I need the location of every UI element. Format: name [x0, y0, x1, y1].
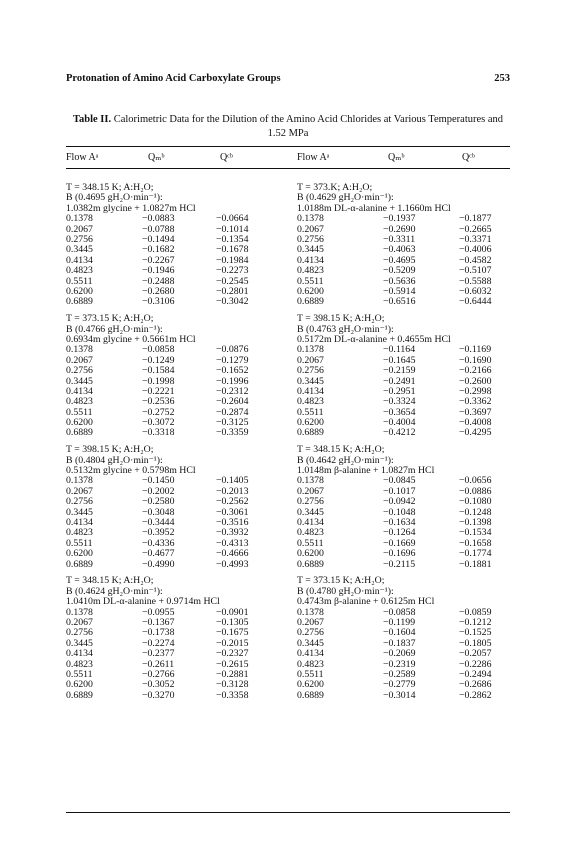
block-condition-line: T = 398.15 K; A:H₂O;: [297, 313, 385, 325]
qm-cell: −0.3052: [142, 679, 175, 691]
qc-cell: −0.3362: [459, 396, 492, 408]
qm-cell: −0.3318: [142, 427, 175, 439]
block-condition-line: B (0.4766 gH₂O·min⁻¹):: [66, 323, 163, 335]
qc-cell: −0.1248: [459, 506, 492, 518]
page-header: [66, 73, 510, 87]
qc-cell: −0.5107: [459, 265, 492, 277]
qc-cell: −0.0886: [459, 485, 492, 497]
qm-cell: −0.1696: [383, 548, 416, 560]
block-condition-line: 1.0382m glycine + 1.0827m HCl: [66, 202, 196, 214]
qc-cell: −0.1014: [216, 223, 249, 235]
qc-cell: −0.4006: [459, 244, 492, 256]
flow-cell: 0.6889: [66, 296, 93, 308]
flow-cell: 0.6200: [297, 548, 324, 560]
qc-cell: −0.1877: [459, 213, 492, 225]
qc-cell: −0.1675: [216, 627, 249, 639]
table-row: [297, 649, 507, 659]
flow-cell: 0.4823: [66, 265, 93, 277]
flow-cell: 0.4823: [297, 396, 324, 408]
block-condition-line: B (0.4642 gH₂O·min⁻¹):: [297, 454, 394, 466]
qm-cell: −0.1450: [142, 475, 175, 487]
qm-cell: −0.4990: [142, 558, 175, 570]
qc-cell: −0.2998: [459, 385, 492, 397]
qc-cell: −0.2686: [459, 679, 492, 691]
data-block: [297, 445, 507, 570]
flow-cell: 0.2756: [66, 365, 93, 377]
qc-cell: −0.1405: [216, 475, 249, 487]
col-header-qc-right: Qᶜᵇ: [462, 152, 475, 163]
qm-cell: −0.0955: [142, 606, 175, 618]
qc-cell: −0.4582: [459, 254, 492, 266]
qc-cell: −0.3359: [216, 427, 249, 439]
qm-cell: −0.1998: [142, 375, 175, 387]
flow-cell: 0.1378: [297, 606, 324, 618]
qc-cell: −0.1305: [216, 616, 249, 628]
qc-cell: −0.2562: [216, 496, 249, 508]
flow-cell: 0.5511: [66, 275, 93, 287]
qc-cell: −0.2057: [459, 648, 492, 660]
qc-cell: −0.1525: [459, 627, 492, 639]
qc-cell: −0.2801: [216, 285, 249, 297]
flow-cell: 0.2067: [66, 616, 93, 628]
table-row: [66, 560, 276, 570]
flow-cell: 0.6200: [66, 417, 93, 429]
data-block: [297, 183, 507, 308]
qm-cell: −0.1584: [142, 365, 175, 377]
block-condition-line: T = 373.15 K; A:H₂O;: [297, 575, 385, 587]
qm-cell: −0.1669: [383, 537, 416, 549]
block-condition-line: 0.6934m glycine + 0.5661m HCl: [66, 333, 196, 345]
flow-cell: 0.2756: [297, 365, 324, 377]
qc-cell: −0.1279: [216, 354, 249, 366]
qc-cell: −0.1398: [459, 517, 492, 529]
block-condition-line: B (0.4624 gH₂O·min⁻¹):: [66, 585, 163, 597]
qm-cell: −0.2752: [142, 406, 175, 418]
qc-cell: −0.4313: [216, 537, 249, 549]
block-condition-line: 0.5172m DL-α-alanine + 0.4655m HCl: [297, 333, 451, 345]
flow-cell: 0.2067: [297, 485, 324, 497]
flow-cell: 0.6889: [297, 558, 324, 570]
block-condition-line: T = 398.15 K; A:H₂O;: [66, 444, 154, 456]
qc-cell: −0.3697: [459, 406, 492, 418]
qm-cell: −0.0858: [142, 344, 175, 356]
qc-cell: −0.1212: [459, 616, 492, 628]
table-caption: [66, 113, 510, 141]
qc-cell: −0.3358: [216, 689, 249, 701]
block-condition-line: T = 348.15 K; A:H₂O;: [297, 444, 385, 456]
block-condition-line: B (0.4780 gH₂O·min⁻¹):: [297, 585, 394, 597]
flow-cell: 0.3445: [297, 375, 324, 387]
flow-cell: 0.1378: [66, 606, 93, 618]
qm-cell: −0.3952: [142, 527, 175, 539]
table-row: [66, 266, 276, 276]
qc-cell: −0.3042: [216, 296, 249, 308]
qm-cell: −0.3654: [383, 406, 416, 418]
qm-cell: −0.2680: [142, 285, 175, 297]
flow-cell: 0.4134: [297, 385, 324, 397]
table-label: Table II.: [72, 114, 112, 125]
flow-cell: 0.4134: [66, 648, 93, 660]
qm-cell: −0.3106: [142, 296, 175, 308]
bottom-rule: [66, 812, 510, 813]
flow-cell: 0.4134: [66, 385, 93, 397]
block-condition-line: T = 373.K; A:H₂O;: [297, 182, 373, 193]
qc-cell: −0.6444: [459, 296, 492, 308]
qm-cell: −0.0858: [383, 606, 416, 618]
flow-cell: 0.2067: [66, 223, 93, 235]
qm-cell: −0.3324: [383, 396, 416, 408]
qm-cell: −0.1645: [383, 354, 416, 366]
flow-cell: 0.6889: [297, 296, 324, 308]
qm-cell: −0.2319: [383, 658, 416, 670]
qm-cell: −0.1837: [383, 637, 416, 649]
flow-cell: 0.2756: [66, 496, 93, 508]
qm-cell: −0.2536: [142, 396, 175, 408]
col-header-flow-left: Flow Aᵃ: [66, 152, 99, 163]
qm-cell: −0.2274: [142, 637, 175, 649]
col-header-qm-right: Qₘᵇ: [388, 152, 405, 163]
flow-cell: 0.2756: [66, 627, 93, 639]
flow-cell: 0.4823: [297, 527, 324, 539]
qc-cell: −0.0876: [216, 344, 249, 356]
table-row: [297, 266, 507, 276]
qc-cell: −0.2600: [459, 375, 492, 387]
qm-cell: −0.2690: [383, 223, 416, 235]
qm-cell: −0.5209: [383, 265, 416, 277]
flow-cell: 0.4823: [66, 658, 93, 670]
flow-cell: 0.4134: [297, 648, 324, 660]
qm-cell: −0.1494: [142, 234, 175, 245]
data-block: [66, 445, 276, 570]
flow-cell: 0.2756: [297, 234, 324, 245]
qm-cell: −0.1634: [383, 517, 416, 529]
qm-cell: −0.3072: [142, 417, 175, 429]
qm-cell: −0.1249: [142, 354, 175, 366]
qc-cell: −0.3371: [459, 234, 492, 245]
qc-cell: −0.1169: [459, 344, 492, 356]
qm-cell: −0.0845: [383, 475, 416, 487]
qc-cell: −0.1774: [459, 548, 492, 560]
col-header-qm-left: Qₘᵇ: [148, 152, 165, 163]
flow-cell: 0.6889: [66, 689, 93, 701]
qm-cell: −0.4004: [383, 417, 416, 429]
flow-cell: 0.3445: [297, 637, 324, 649]
qc-cell: −0.3128: [216, 679, 249, 691]
flow-cell: 0.4823: [66, 396, 93, 408]
data-block: [297, 576, 507, 701]
flow-cell: 0.3445: [297, 244, 324, 256]
qm-cell: −0.5914: [383, 285, 416, 297]
flow-cell: 0.6200: [297, 679, 324, 691]
qc-cell: −0.1881: [459, 558, 492, 570]
table-row: [66, 691, 276, 701]
block-condition-line: 1.0410m DL-α-alanine + 0.9714m HCl: [66, 596, 220, 608]
qm-cell: −0.2580: [142, 496, 175, 508]
qm-cell: −0.2611: [142, 658, 175, 670]
qm-cell: −0.3048: [142, 506, 175, 518]
flow-cell: 0.5511: [66, 537, 93, 549]
flow-cell: 0.3445: [66, 375, 93, 387]
flow-cell: 0.3445: [66, 637, 93, 649]
block-condition-line: B (0.4695 gH₂O·min⁻¹):: [66, 192, 163, 204]
block-condition-line: T = 348.15 K; A:H₂O;: [66, 182, 154, 193]
qm-cell: −0.2159: [383, 365, 416, 377]
flow-cell: 0.6200: [66, 285, 93, 297]
flow-cell: 0.6889: [297, 689, 324, 701]
qc-cell: −0.2615: [216, 658, 249, 670]
page-number: 253: [494, 73, 510, 84]
flow-cell: 0.6889: [66, 558, 93, 570]
qm-cell: −0.1738: [142, 627, 175, 639]
qm-cell: −0.1682: [142, 244, 175, 256]
table-row: [297, 366, 507, 376]
qc-cell: −0.4008: [459, 417, 492, 429]
flow-cell: 0.2067: [297, 223, 324, 235]
qc-cell: −0.1354: [216, 234, 249, 245]
qm-cell: −0.4677: [142, 548, 175, 560]
qm-cell: −0.2115: [383, 558, 416, 570]
flow-cell: 0.4134: [66, 517, 93, 529]
qc-cell: −0.0859: [459, 606, 492, 618]
table-row: [297, 560, 507, 570]
flow-cell: 0.2067: [66, 485, 93, 497]
flow-cell: 0.6889: [66, 427, 93, 439]
data-block: [297, 314, 507, 439]
qm-cell: −0.2221: [142, 385, 175, 397]
qm-cell: −0.2766: [142, 668, 175, 680]
qc-cell: −0.2312: [216, 385, 249, 397]
flow-cell: 0.2756: [66, 234, 93, 245]
qm-cell: −0.1946: [142, 265, 175, 277]
flow-cell: 0.2067: [66, 354, 93, 366]
flow-cell: 0.5511: [66, 668, 93, 680]
qc-cell: −0.1996: [216, 375, 249, 387]
qm-cell: −0.1937: [383, 213, 416, 225]
flow-cell: 0.6200: [297, 417, 324, 429]
qc-cell: −0.3061: [216, 506, 249, 518]
header-rule: [66, 168, 510, 169]
qm-cell: −0.4336: [142, 537, 175, 549]
qm-cell: −0.0942: [383, 496, 416, 508]
flow-cell: 0.4823: [66, 527, 93, 539]
qm-cell: −0.1367: [142, 616, 175, 628]
qm-cell: −0.2951: [383, 385, 416, 397]
qc-cell: −0.0656: [459, 475, 492, 487]
table-row: [297, 691, 507, 701]
data-block: [66, 314, 276, 439]
qm-cell: −0.2488: [142, 275, 175, 287]
col-header-qc-left: Qᶜᵇ: [220, 152, 233, 163]
block-condition-line: T = 348.15 K; A:H₂O;: [66, 575, 154, 587]
right-column: [297, 183, 507, 708]
qc-cell: −0.1534: [459, 527, 492, 539]
flow-cell: 0.1378: [297, 475, 324, 487]
qm-cell: −0.1164: [383, 344, 416, 356]
qm-cell: −0.3270: [142, 689, 175, 701]
qc-cell: −0.1658: [459, 537, 492, 549]
table-caption-text: Calorimetric Data for the Dilution of the Amino Acid Chlorides at Various Temperatures and 1.52 MPa: [113, 114, 504, 139]
qm-cell: −0.2491: [383, 375, 416, 387]
qm-cell: −0.1604: [383, 627, 416, 639]
flow-cell: 0.6200: [66, 679, 93, 691]
flow-cell: 0.6200: [297, 285, 324, 297]
qc-cell: −0.2166: [459, 365, 492, 377]
qm-cell: −0.3311: [383, 234, 416, 245]
qm-cell: −0.6516: [383, 296, 416, 308]
qc-cell: −0.1690: [459, 354, 492, 366]
table-row: [66, 428, 276, 438]
qc-cell: −0.4666: [216, 548, 249, 560]
qc-cell: −0.2273: [216, 265, 249, 277]
qc-cell: −0.2327: [216, 648, 249, 660]
block-condition-line: B (0.4629 gH₂O·min⁻¹):: [297, 192, 394, 204]
flow-cell: 0.4134: [297, 517, 324, 529]
flow-cell: 0.3445: [66, 244, 93, 256]
qm-cell: −0.4063: [383, 244, 416, 256]
table-row: [66, 297, 276, 307]
qc-cell: −0.5588: [459, 275, 492, 287]
block-condition-line: B (0.4763 gH₂O·min⁻¹):: [297, 323, 394, 335]
qm-cell: −0.2267: [142, 254, 175, 266]
flow-cell: 0.1378: [66, 344, 93, 356]
flow-cell: 0.5511: [66, 406, 93, 418]
block-condition-line: B (0.4804 gH₂O·min⁻¹):: [66, 454, 163, 466]
qm-cell: −0.1017: [383, 485, 416, 497]
flow-cell: 0.5511: [297, 537, 324, 549]
qc-cell: −0.4993: [216, 558, 249, 570]
qm-cell: −0.0788: [142, 223, 175, 235]
qm-cell: −0.2589: [383, 668, 416, 680]
qc-cell: −0.1080: [459, 496, 492, 508]
flow-cell: 0.5511: [297, 406, 324, 418]
qc-cell: −0.1805: [459, 637, 492, 649]
flow-cell: 0.6200: [66, 548, 93, 560]
qm-cell: −0.2002: [142, 485, 175, 497]
flow-cell: 0.4823: [297, 265, 324, 277]
top-rule: [66, 146, 510, 147]
qm-cell: −0.1264: [383, 527, 416, 539]
qc-cell: −0.2286: [459, 658, 492, 670]
flow-cell: 0.5511: [297, 275, 324, 287]
qc-cell: −0.3516: [216, 517, 249, 529]
qc-cell: −0.2015: [216, 637, 249, 649]
flow-cell: 0.3445: [297, 506, 324, 518]
qm-cell: −0.2069: [383, 648, 416, 660]
data-block: [66, 183, 276, 308]
qm-cell: −0.0883: [142, 213, 175, 225]
qm-cell: −0.3014: [383, 689, 416, 701]
qm-cell: −0.3444: [142, 517, 175, 529]
block-condition-line: 1.0148m β-alanine + 1.0827m HCl: [297, 465, 435, 477]
qm-cell: −0.2377: [142, 648, 175, 660]
flow-cell: 0.4134: [66, 254, 93, 266]
flow-cell: 0.1378: [297, 213, 324, 225]
qm-cell: −0.5636: [383, 275, 416, 287]
qc-cell: −0.1652: [216, 365, 249, 377]
flow-cell: 0.6889: [297, 427, 324, 439]
qc-cell: −0.1678: [216, 244, 249, 256]
flow-cell: 0.1378: [297, 344, 324, 356]
block-condition-line: 0.5132m glycine + 0.5798m HCl: [66, 465, 196, 477]
qc-cell: −0.6032: [459, 285, 492, 297]
data-block: [66, 576, 276, 701]
qm-cell: −0.1199: [383, 616, 416, 628]
table-row: [297, 297, 507, 307]
qc-cell: −0.2874: [216, 406, 249, 418]
flow-cell: 0.4134: [297, 254, 324, 266]
qc-cell: −0.2494: [459, 668, 492, 680]
qm-cell: −0.4212: [383, 427, 416, 439]
qc-cell: −0.2862: [459, 689, 492, 701]
flow-cell: 0.1378: [66, 213, 93, 225]
flow-cell: 0.3445: [66, 506, 93, 518]
qc-cell: −0.3125: [216, 417, 249, 429]
flow-cell: 0.1378: [66, 475, 93, 487]
block-condition-line: 1.0188m DL-α-alanine + 1.1660m HCl: [297, 202, 451, 214]
qc-cell: −0.2881: [216, 668, 249, 680]
col-header-flow-right: Flow Aᵃ: [297, 152, 330, 163]
flow-cell: 0.2067: [297, 616, 324, 628]
table-row: [66, 366, 276, 376]
block-condition-line: 0.4743m β-alanine + 0.6125m HCl: [297, 596, 435, 608]
flow-cell: 0.2756: [297, 627, 324, 639]
qm-cell: −0.4695: [383, 254, 416, 266]
table-row: [297, 428, 507, 438]
flow-cell: 0.2756: [297, 496, 324, 508]
qc-cell: −0.2665: [459, 223, 492, 235]
qc-cell: −0.0901: [216, 606, 249, 618]
qc-cell: −0.0664: [216, 213, 249, 225]
qm-cell: −0.1048: [383, 506, 416, 518]
flow-cell: 0.5511: [297, 668, 324, 680]
left-column: [66, 183, 276, 708]
qc-cell: −0.3932: [216, 527, 249, 539]
running-title: Protonation of Amino Acid Carboxylate Groups: [66, 73, 281, 84]
qc-cell: −0.2013: [216, 485, 249, 497]
qc-cell: −0.2604: [216, 396, 249, 408]
qc-cell: −0.4295: [459, 427, 492, 439]
qm-cell: −0.2779: [383, 679, 416, 691]
flow-cell: 0.4823: [297, 658, 324, 670]
flow-cell: 0.2067: [297, 354, 324, 366]
qc-cell: −0.1984: [216, 254, 249, 266]
block-condition-line: T = 373.15 K; A:H₂O;: [66, 313, 154, 325]
table-row: [66, 649, 276, 659]
qc-cell: −0.2545: [216, 275, 249, 287]
